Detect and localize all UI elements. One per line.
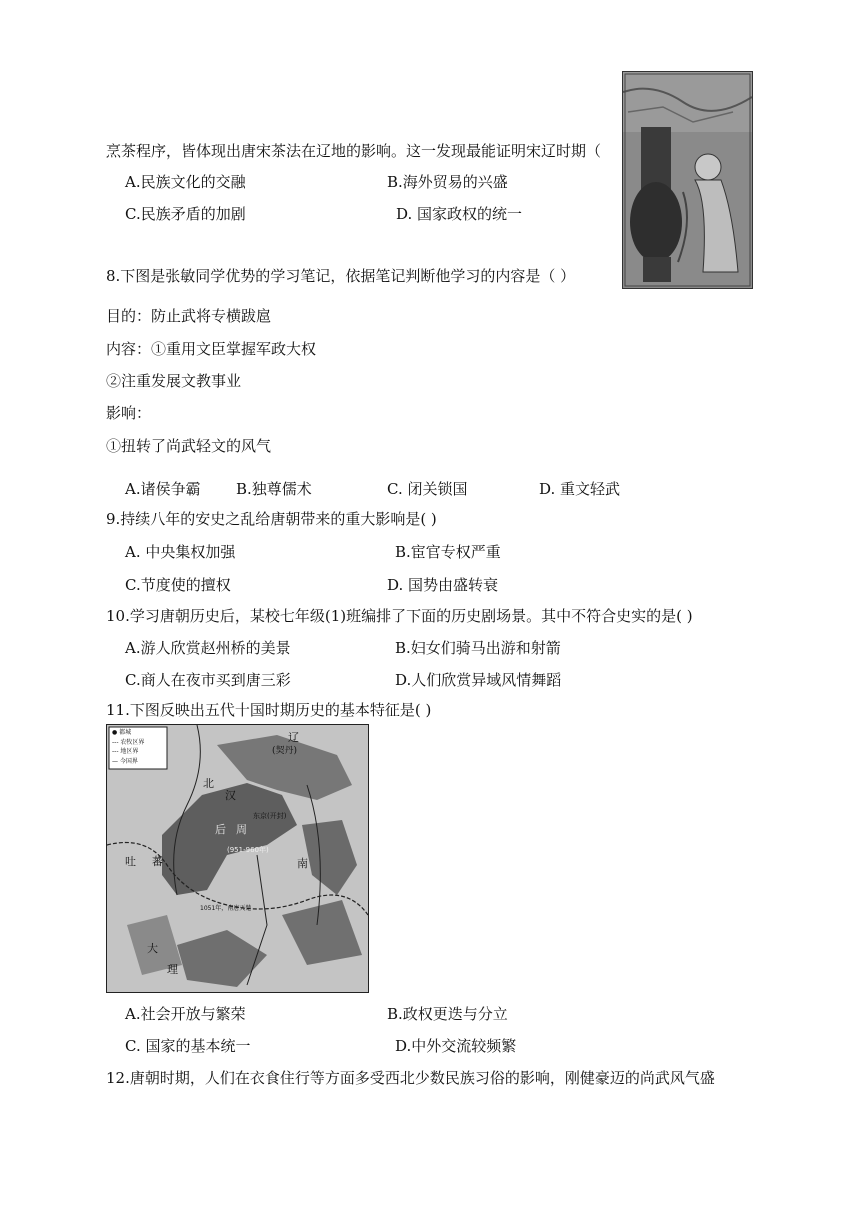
q8-option-a[interactable]: A.诸侯争霸: [125, 480, 201, 498]
map-label-kaifeng: 东京(开封): [253, 812, 287, 820]
q10-option-d[interactable]: D.人们欣赏异域风情舞蹈: [395, 671, 562, 689]
q9-option-b[interactable]: B.宦官专权严重: [395, 543, 501, 561]
map-label-later-zhou: 后周: [215, 823, 257, 836]
q7-option-a[interactable]: A.民族文化的交融: [125, 173, 246, 191]
map-label-nantang: 1051年，南唐灭楚: [200, 905, 252, 912]
map-label-bei: 北: [203, 777, 214, 790]
q10-option-b[interactable]: B.妇女们骑马出游和射箭: [395, 639, 561, 657]
q11-option-d[interactable]: D.中外交流较频繁: [395, 1037, 517, 1055]
map-label-liao: 辽: [288, 731, 299, 744]
q8-note-content-2: ②注重发展文教事业: [106, 372, 242, 390]
map-label-tubo: 吐蕃: [125, 855, 179, 868]
legend-national-border: — 今国界: [112, 757, 138, 765]
q7-stem: 烹茶程序，皆体现出唐宋茶法在辽地的影响。这一发现最能证明宋辽时期（: [106, 142, 602, 160]
q8-option-c[interactable]: C. 闭关锁国: [387, 480, 468, 498]
q9-option-c[interactable]: C.节度使的擅权: [125, 576, 231, 594]
map-label-li: 理: [167, 963, 178, 976]
map-label-nan: 南: [297, 857, 308, 870]
q9-stem: 9.持续八年的安史之乱给唐朝带来的重大影响是( ): [106, 510, 437, 528]
q9-option-d[interactable]: D. 国势由盛转衰: [387, 576, 499, 594]
q11-option-b[interactable]: B.政权更迭与分立: [387, 1005, 508, 1023]
legend-region-border: --- 地区界: [112, 748, 139, 755]
q11-option-c[interactable]: C. 国家的基本统一: [125, 1037, 251, 1055]
q8-option-d[interactable]: D. 重文轻武: [539, 480, 621, 498]
map-label-khitan: (契丹): [272, 746, 298, 756]
q8-note-impact-1: ①扭转了尚武轻文的风气: [106, 437, 272, 455]
legend-farm-border: --- 农牧区界: [112, 738, 145, 746]
q8-note-content-1: 内容：①重用文臣掌握军政大权: [106, 340, 317, 358]
q10-option-c[interactable]: C.商人在夜市买到唐三彩: [125, 671, 291, 689]
q12-stem: 12.唐朝时期，人们在衣食住行等方面多受西北少数民族习俗的影响，刚健豪迈的尚武风气盛: [106, 1069, 715, 1087]
q9-option-a[interactable]: A. 中央集权加强: [125, 543, 236, 561]
q7-option-b[interactable]: B.海外贸易的兴盛: [387, 173, 508, 191]
mural-drawing: [623, 72, 752, 288]
map-label-han: 汉: [225, 789, 236, 802]
q8-note-purpose: 目的：防止武将专横跋扈: [106, 307, 272, 325]
q11-option-a[interactable]: A.社会开放与繁荣: [125, 1005, 246, 1023]
q10-option-a[interactable]: A.游人欣赏赵州桥的美景: [125, 639, 291, 657]
q8-note-impact: 影响：: [106, 404, 152, 422]
legend-capital: ● 都城: [112, 729, 132, 736]
q11-stem: 11.下图反映出五代十国时期历史的基本特征是( ): [106, 701, 432, 719]
map-label-da: 大: [147, 942, 158, 955]
q7-option-d[interactable]: D. 国家政权的统一: [396, 205, 523, 223]
five-dynasties-map: [106, 724, 369, 993]
q8-option-b[interactable]: B.独尊儒术: [236, 480, 312, 498]
map-legend: [112, 728, 144, 766]
q10-stem: 10.学习唐朝历史后，某校七年级(1)班编排了下面的历史剧场景。其中不符合史实的是( ): [106, 607, 693, 625]
q7-option-c[interactable]: C.民族矛盾的加剧: [125, 205, 246, 223]
mural-image: [622, 71, 753, 289]
map-label-zhou-dates: (951-960年): [227, 846, 269, 854]
q8-stem: 8.下图是张敏同学优势的学习笔记，依据笔记判断他学习的内容是（ ）: [106, 267, 576, 285]
